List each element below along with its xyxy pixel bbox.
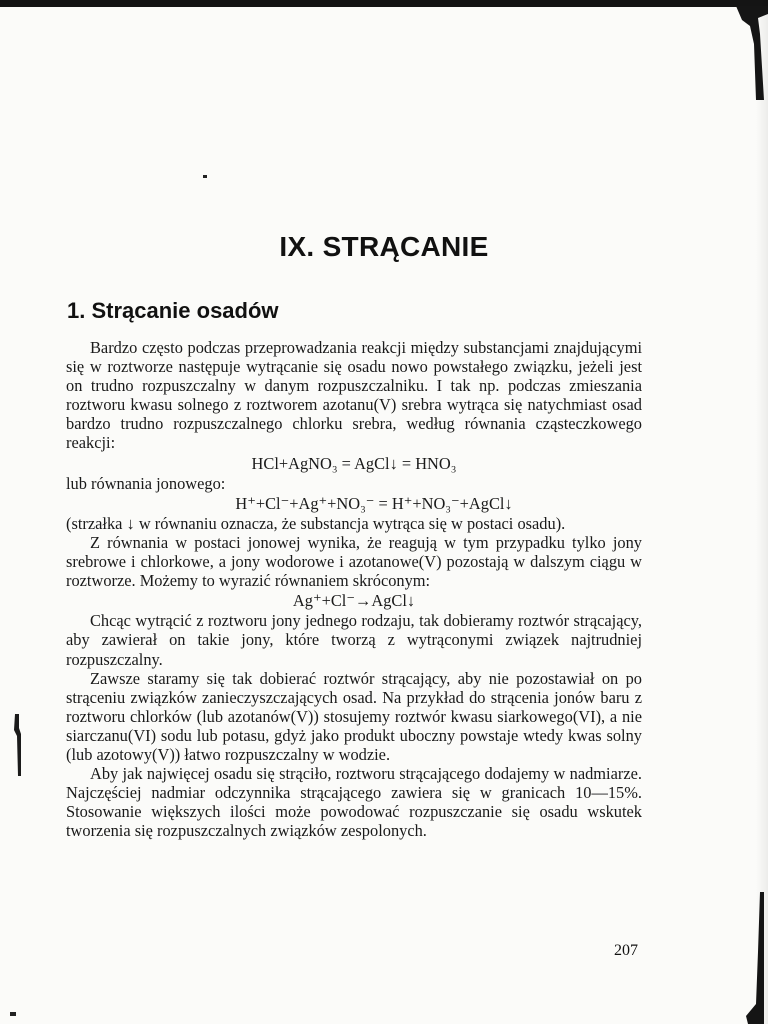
equation-ionic: H⁺+Cl⁻+Ag⁺+NO₃⁻ = H⁺+NO₃⁻+AgCl↓ bbox=[235, 493, 513, 513]
section-title: 1. Strącanie osadów bbox=[67, 298, 279, 323]
scan-corner-mark-top bbox=[736, 4, 768, 100]
paragraph: Z równania w postaci jonowej wynika, że reagują w tym przypadku tylko jony srebrowe i chlorkowe, a jony wodorowe i azotanowe(V) pozostają w dalszym ciągu w roztworze. Możemy to wyrazić równaniem skróconym: bbox=[66, 532, 642, 591]
equation-short: Ag⁺+Cl⁻→AgCl↓ bbox=[292, 591, 416, 611]
page-number: 207 bbox=[614, 942, 638, 959]
paragraph: Zawsze staramy się tak dobierać roztwór strącający, aby nie pozostawiał on po strąceniu związków zanieczyszczających osad. Na przykład do strącenia jonów baru z roztworu chlorków (lub azotanów(V)) stosujemy roztwór kwasu siarkowego(VI), a nie siarczanu(VI) sodu lub potasu, gdyż jako produkt uboczny powstaje wtedy kwas solny (lub azotowy(V)) łatwo rozpuszczalny w wodzie. bbox=[66, 668, 642, 764]
paragraph: Chcąc wytrącić z roztworu jony jednego rodzaju, tak dobieramy roztwór strącający, aby zawierał on takie jony, które tworzą z wytrąconymi związek najtrudniej rozpuszczalny. bbox=[66, 611, 642, 669]
scan-top-edge bbox=[0, 0, 768, 7]
body-text bbox=[66, 338, 642, 840]
scan-speck bbox=[203, 175, 207, 178]
chapter-title: IX. STRĄCANIE bbox=[279, 231, 489, 262]
margin-mark-left bbox=[12, 712, 24, 776]
scan-right-edge bbox=[756, 0, 768, 1024]
scan-speck bbox=[10, 1012, 16, 1016]
paragraph: lub równania jonowego: bbox=[66, 473, 226, 493]
scan-corner-mark-bottom bbox=[742, 892, 766, 1024]
paragraph: Bardzo często podczas przeprowadzania reakcji między substancjami znajdującymi się w roztworze następuje wytrącanie się osadu nowo powstałego związku, jeżeli jest on trudno rozpuszczalny w danym rozpuszczalniku. I tak np. podczas zmieszania roztworu kwasu solnego z roztworem azotanu(V) srebra wytrąca się natychmiast osad bardzo trudno rozpuszczalnego chlorku srebra, według równania cząsteczkowego reakcji: bbox=[66, 338, 642, 453]
paragraph: Aby jak najwięcej osadu się strąciło, roztworu strącającego dodajemy w nadmiarze. Najczęściej nadmiar odczynnika strącającego zawiera się w granicach 10—15%. Stosowanie większych ilości może powodować rozpuszczanie się osadu wskutek tworzenia się rozpuszczalnych związków zespolonych. bbox=[66, 764, 642, 841]
paragraph: (strzałka ↓ w równaniu oznacza, że substancja wytrąca się w postaci osadu). bbox=[66, 513, 566, 533]
equation-molecular: HCl+AgNO₃ = AgCl↓ = HNO₃ bbox=[251, 453, 457, 473]
